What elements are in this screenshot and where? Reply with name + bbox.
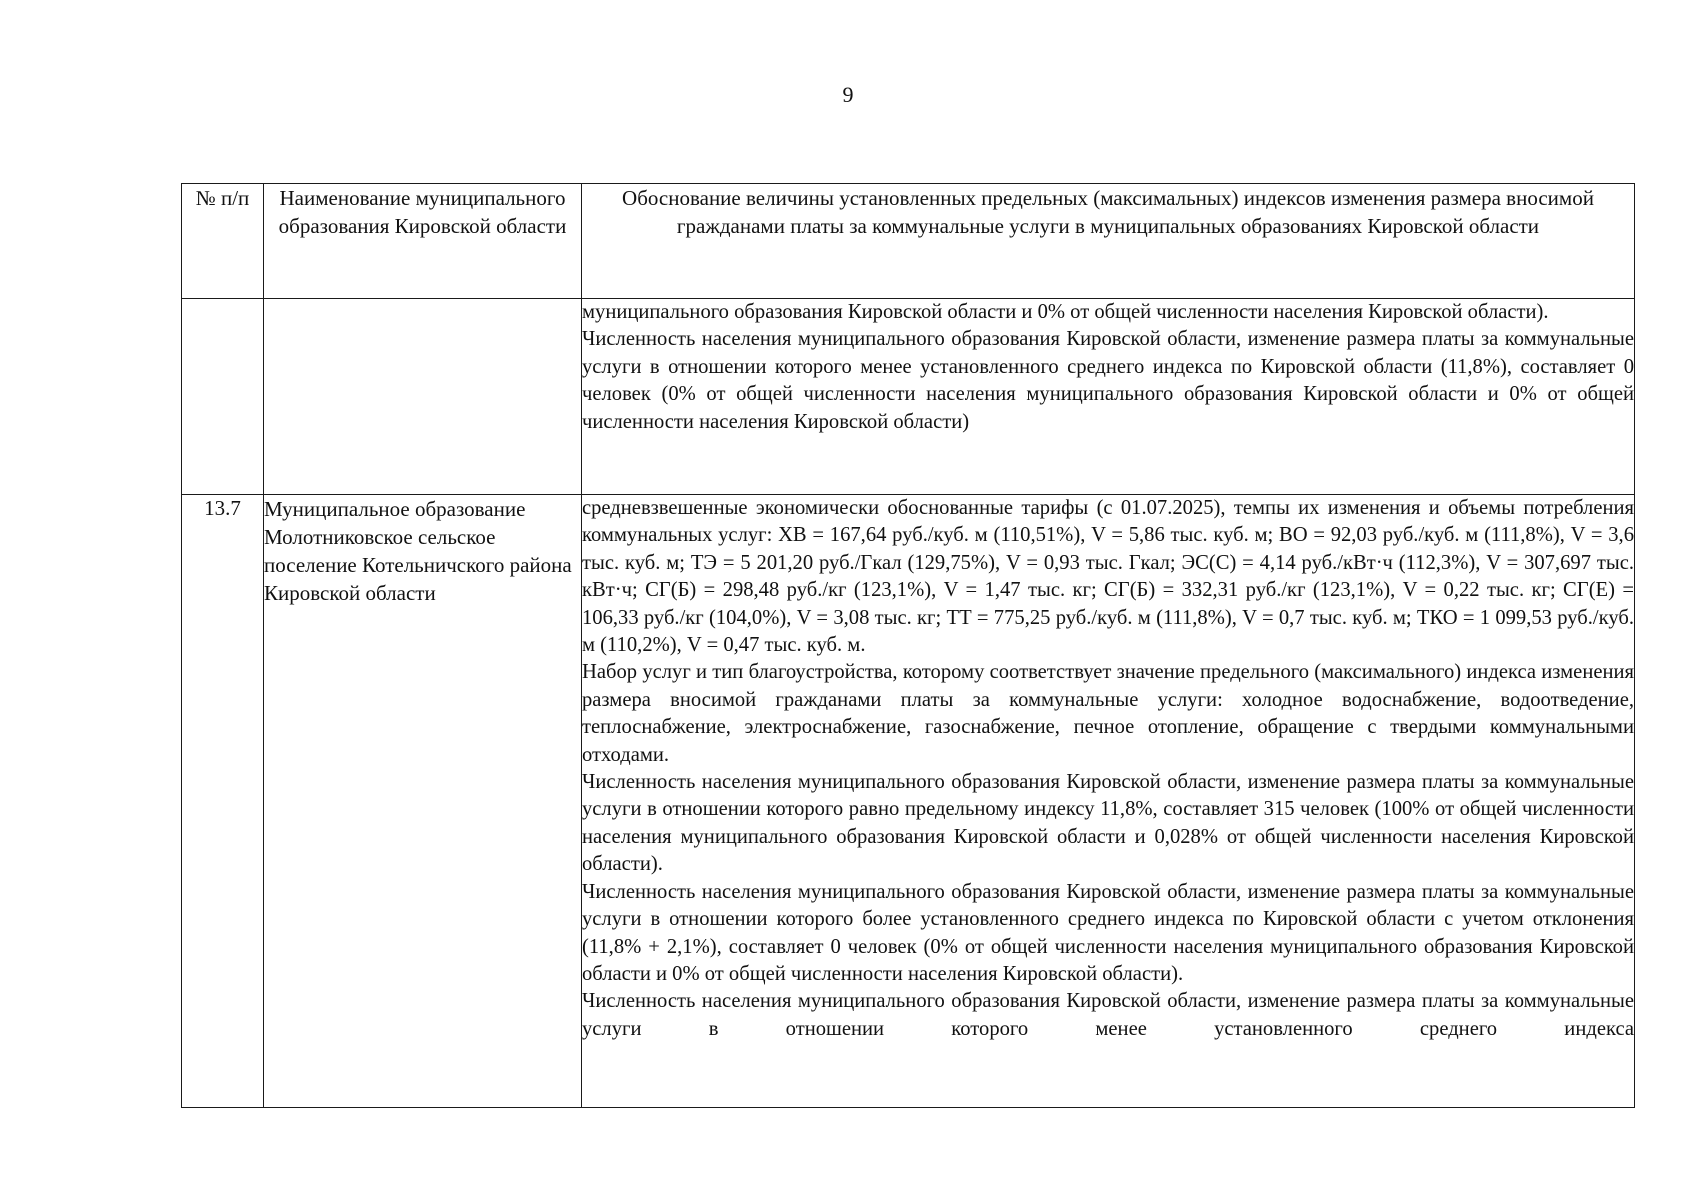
row-municipality-name: Муниципальное образование Молотниковское сельское поселение Котельничского района Кировской области <box>264 495 582 1108</box>
table-header-row <box>182 184 1635 299</box>
header-municipality-name: Наименование муниципального образования Кировской области <box>264 184 582 299</box>
justification-paragraph: Численность населения муниципального образования Кировской области, изменение размера платы за коммунальные услуги в отношении которого более установленного среднего индекса по Кировской области с учетом отклонения (11,8% + 2,1%), составляет 0 человек (0% от общей численности населения муниципального образования Кировской области и 0% от общей численности населения Кировской области). <box>582 880 1634 985</box>
header-justification: Обоснование величины установленных предельных (максимальных) индексов изменения размера вносимой гражданами платы за коммунальные услуги в муниципальных образованиях Кировской области <box>582 184 1635 299</box>
justification-paragraph: Численность населения муниципального образования Кировской области, изменение размера платы за коммунальные услуги в отношении которого менее установленного среднего индекса по Кировской области (11,8%), составляет 0 человек (0% от общей численности населения муниципального образования Кировской области и 0% от общей численности населения Кировской области) <box>582 328 1634 433</box>
justification-paragraph: средневзвешенные экономически обоснованные тарифы (с 01.07.2025), темпы их изменения и объемы потребления коммунальных услуг: ХВ = 167,64 руб./куб. м (110,51%), V = 5,86 тыс. куб. м; ВО = 92,03 руб./куб. м (111,8%), V = 3,6 тыс. куб. м; ТЭ = 5 201,20 руб./Гкал (129,75%), V = 0,93 тыс. Гкал; ЭС(С) = 4,14 руб./кВт·ч (112,3%), V = 307,697 тыс. кВт·ч; СГ(Б) = 298,48 руб./кг (123,1%), V = 1,47 тыс. кг; СГ(Б) = 332,31 руб./кг (123,1%), V = 0,22 тыс. кг; СГ(Е) = 106,33 руб./кг (104,0%), V = 3,08 тыс. кг; ТТ = 775,25 руб./куб. м (111,8%), V = 0,7 тыс. куб. м; ТКО = 1 099,53 руб./куб. м (110,2%), V = 0,47 тыс. куб. м. <box>582 497 1634 657</box>
table-row <box>182 495 1635 1108</box>
row-number: 13.7 <box>182 495 264 1108</box>
row-justification <box>582 299 1635 495</box>
page-number: 9 <box>842 82 854 107</box>
row-municipality-name <box>264 299 582 495</box>
header-number: № п/п <box>182 184 264 299</box>
justification-paragraph: Численность населения муниципального образования Кировской области, изменение размера платы за коммунальные услуги в отношении которого равно предельному индексу 11,8%, составляет 315 человек (100% от общей численности населения муниципального образования Кировской области и 0,028% от общей численности населения Кировской области). <box>582 771 1634 876</box>
indices-table <box>181 183 1635 1108</box>
justification-paragraph: муниципального образования Кировской области и 0% от общей численности населения Кировской области). <box>582 301 1549 323</box>
justification-paragraph: Численность населения муниципального образования Кировской области, изменение размера платы за коммунальные услуги в отношении которого менее установленного среднего индекса <box>582 990 1634 1040</box>
row-number <box>182 299 264 495</box>
row-justification <box>582 495 1635 1108</box>
justification-paragraph: Набор услуг и тип благоустройства, которому соответствует значение предельного (максимального) индекса изменения размера вносимой гражданами платы за коммунальные услуги: холодное водоснабжение, водоотведение, теплоснабжение, электроснабжение, газоснабжение, печное отопление, обращение с твердыми коммунальными отходами. <box>582 661 1634 766</box>
table-row <box>182 299 1635 495</box>
